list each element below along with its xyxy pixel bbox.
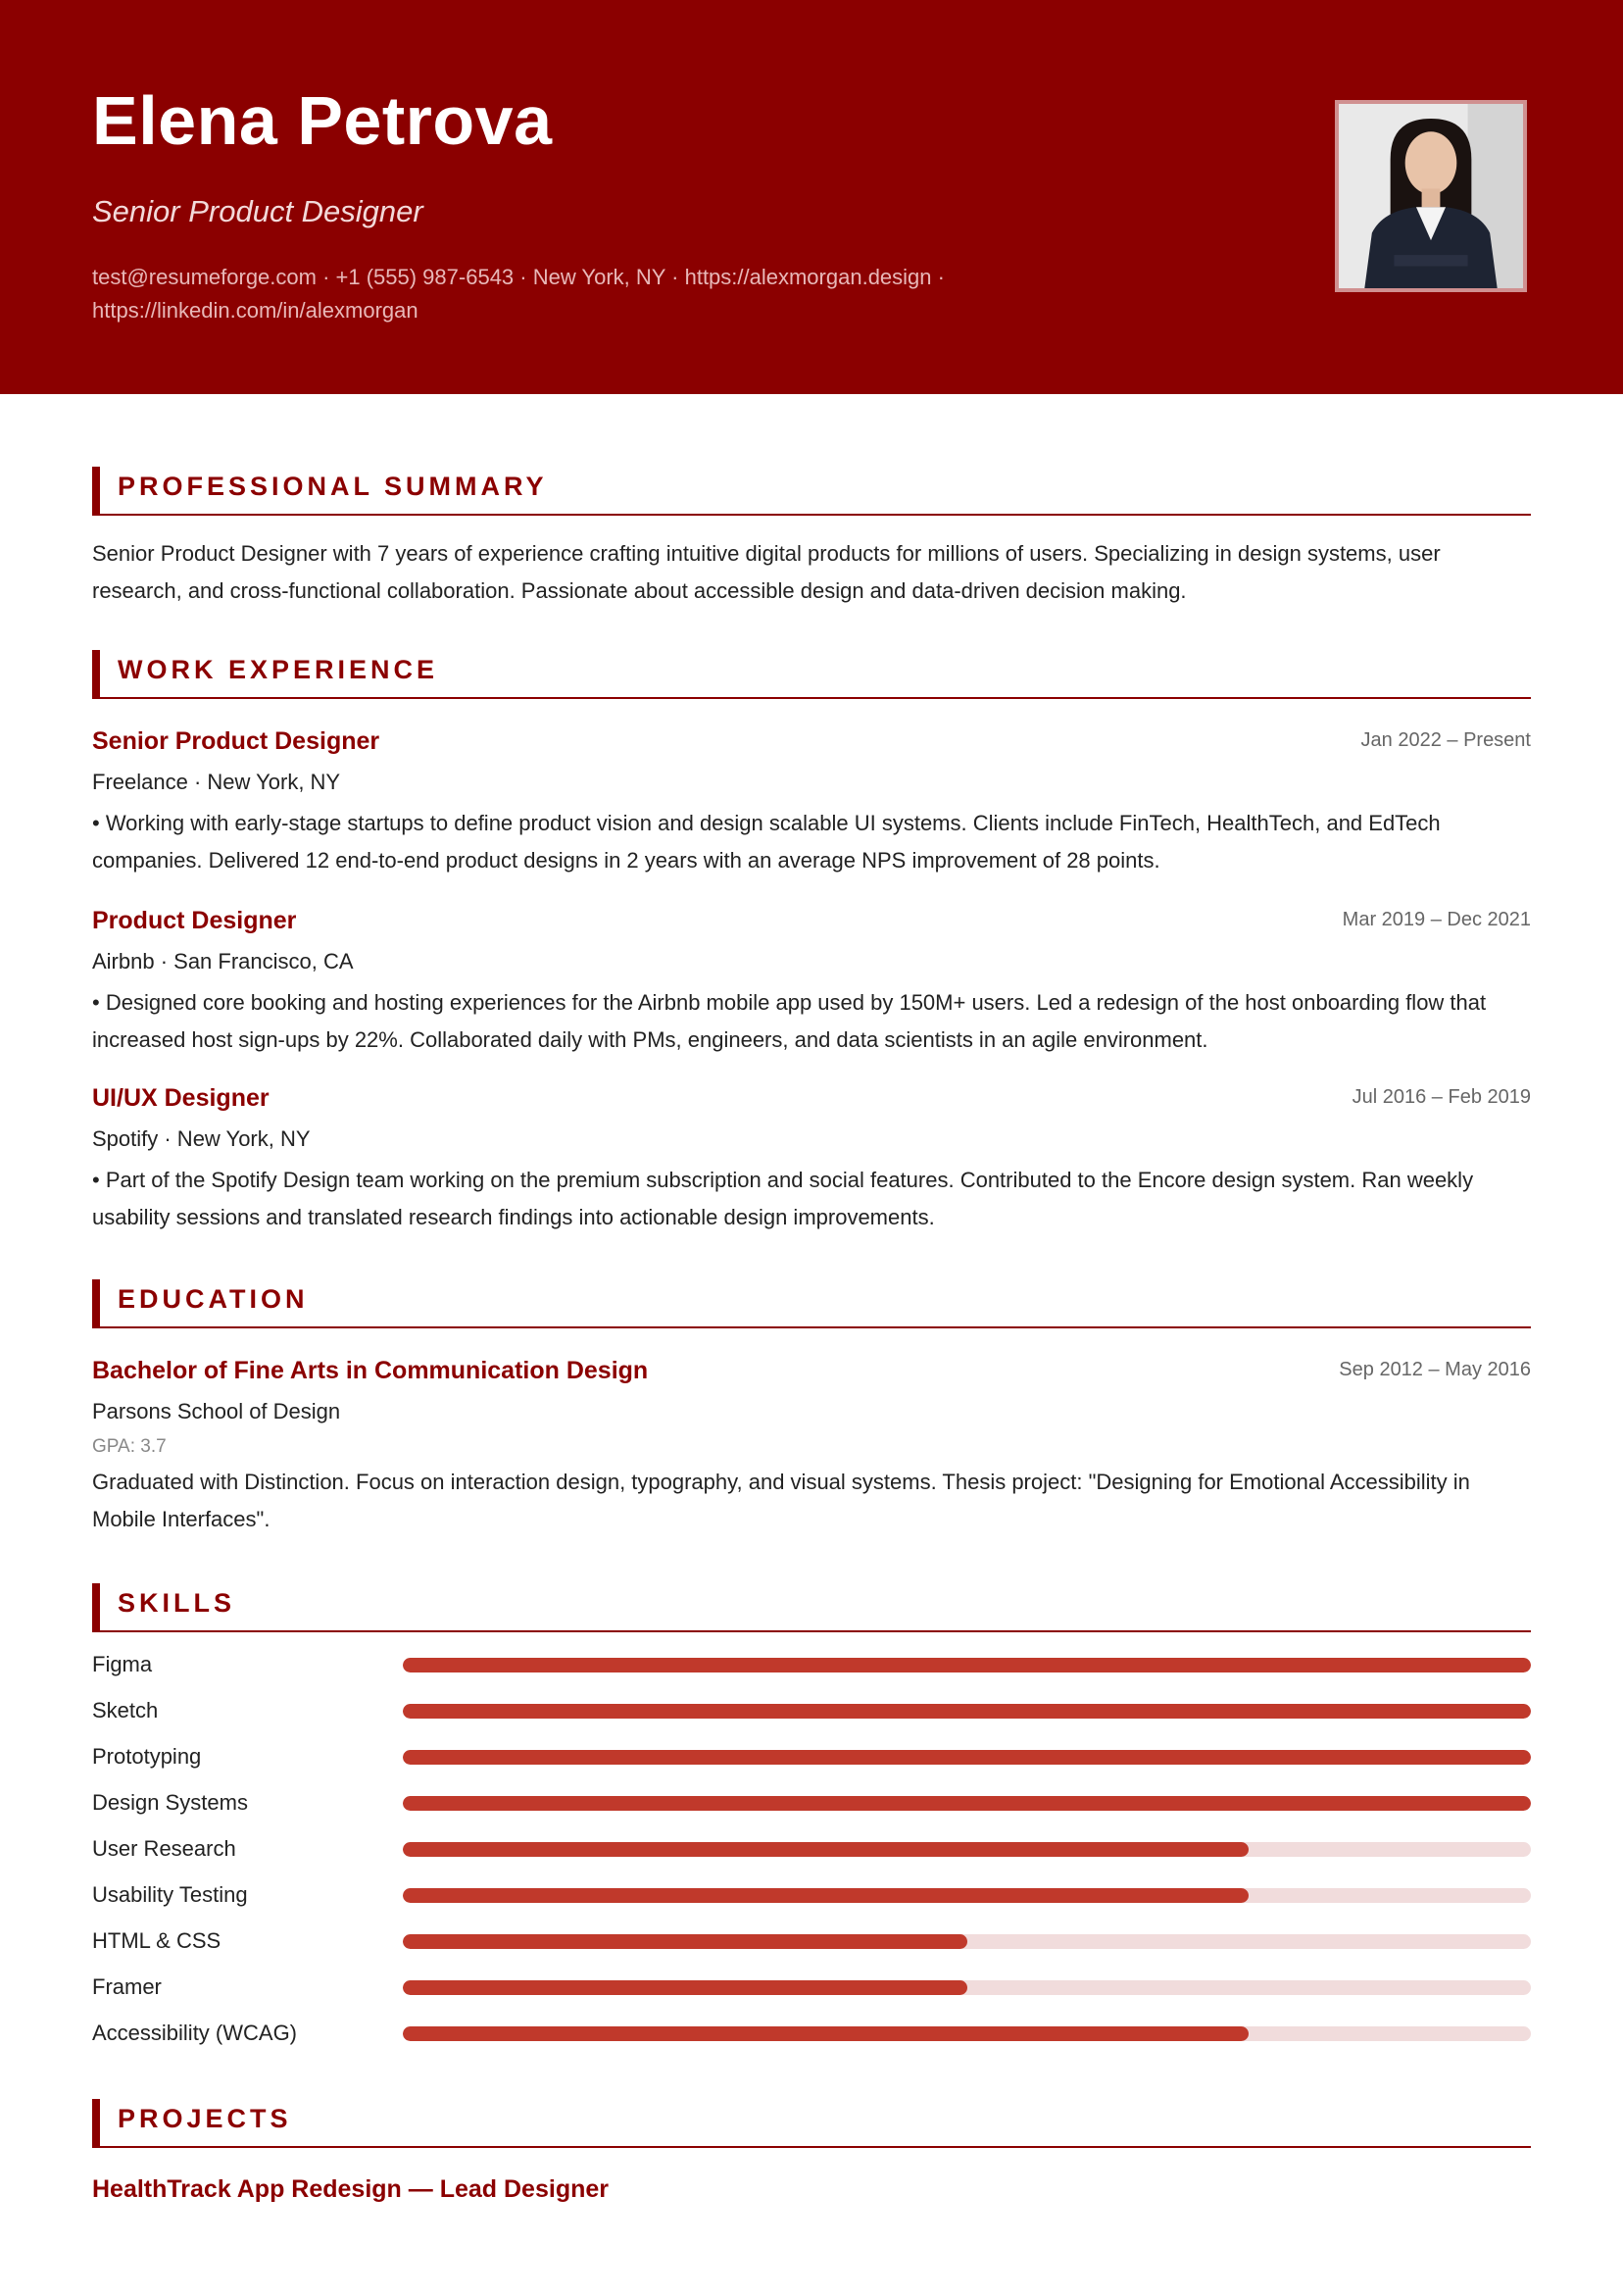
section-heading-label: PROFESSIONAL SUMMARY	[118, 472, 548, 501]
skill-level-bar	[403, 1658, 1531, 1672]
project-entry	[92, 2174, 1531, 2204]
job-entry	[92, 726, 1531, 879]
skills-list	[92, 1644, 1531, 2059]
skill-row	[92, 1736, 1531, 1782]
summary-text: Senior Product Designer with 7 years of experience crafting intuitive digital products for millions of users. Specializing in design systems, user research, and cross-functional collaboration. Passionate about accessible design and data-driven decision making.	[92, 541, 1441, 603]
job-entry	[92, 906, 1531, 1059]
gpa: GPA: 3.7	[92, 1436, 167, 1457]
skill-level-fill	[403, 1658, 1531, 1672]
job-title: Senior Product Designer	[92, 727, 380, 755]
section-heading-label: WORK EXPERIENCE	[118, 655, 439, 684]
skill-level-fill	[403, 1796, 1531, 1811]
skill-row	[92, 1644, 1531, 1690]
skill-level-bar	[403, 2026, 1531, 2041]
section-heading-experience	[92, 650, 1531, 699]
skill-name: HTML & CSS	[92, 1928, 221, 1953]
skill-row	[92, 1828, 1531, 1874]
skill-row	[92, 2013, 1531, 2059]
job-entry	[92, 1083, 1531, 1236]
candidate-title: Senior Product Designer	[92, 194, 423, 228]
resume-header	[0, 0, 1623, 394]
skill-name: User Research	[92, 1836, 236, 1861]
skill-level-bar	[403, 1934, 1531, 1949]
section-heading-skills	[92, 1583, 1531, 1632]
section-heading-label: SKILLS	[118, 1588, 236, 1618]
job-description: • Designed core booking and hosting experiences for the Airbnb mobile app used by 150M+ users. Led a redesign of the host onboarding flow that increased host sign-ups by 22%. Collaborated daily with PMs, engineers, and data scientists in an agile environment.	[92, 990, 1487, 1052]
skill-level-bar	[403, 1750, 1531, 1765]
skill-level-fill	[403, 1842, 1249, 1857]
skill-name: Figma	[92, 1652, 153, 1676]
candidate-name: Elena Petrova	[92, 82, 553, 159]
skill-row	[92, 1690, 1531, 1736]
skill-level-bar	[403, 1842, 1531, 1857]
education-date: Sep 2012 – May 2016	[1339, 1359, 1531, 1380]
skill-row	[92, 1967, 1531, 2013]
education-entry	[92, 1356, 1531, 1538]
section-heading-label: EDUCATION	[118, 1284, 309, 1314]
skill-row	[92, 1921, 1531, 1967]
section-heading-education	[92, 1279, 1531, 1328]
section-heading-summary	[92, 467, 1531, 516]
skill-level-bar	[403, 1980, 1531, 1995]
contact-info: test@resumeforge.com · +1 (555) 987-6543 · New York, NY · https://alexmorgan.design · https://linkedin.com/in/alexmorgan	[92, 265, 945, 323]
job-date: Mar 2019 – Dec 2021	[1342, 909, 1531, 930]
job-company: Freelance · New York, NY	[92, 770, 341, 794]
job-title: UI/UX Designer	[92, 1084, 270, 1112]
job-title: Product Designer	[92, 907, 297, 934]
skill-level-fill	[403, 1888, 1249, 1903]
education-description: Graduated with Distinction. Focus on interaction design, typography, and visual systems. Thesis project: "Designing for Emotional Accessibility in Mobile Interfaces".	[92, 1470, 1470, 1531]
skill-name: Accessibility (WCAG)	[92, 2021, 298, 2045]
skill-level-fill	[403, 2026, 1249, 2041]
job-date: Jan 2022 – Present	[1360, 729, 1531, 751]
job-company: Airbnb · San Francisco, CA	[92, 949, 354, 973]
skill-level-fill	[403, 1980, 967, 1995]
section-heading-projects	[92, 2099, 1531, 2148]
section-heading-label: PROJECTS	[118, 2104, 292, 2133]
skill-name: Framer	[92, 1974, 162, 1999]
project-title: HealthTrack App Redesign — Lead Designer	[92, 2175, 609, 2203]
job-company: Spotify · New York, NY	[92, 1126, 311, 1151]
degree-title: Bachelor of Fine Arts in Communication Design	[92, 1357, 649, 1384]
skill-level-bar	[403, 1704, 1531, 1719]
skill-row	[92, 1874, 1531, 1921]
job-description: • Part of the Spotify Design team working on the premium subscription and social features. Contributed to the Encore design system. Ran weekly usability sessions and translated research findings into actionable design improvements.	[92, 1168, 1474, 1229]
profile-photo-image	[1339, 104, 1523, 288]
skill-name: Usability Testing	[92, 1882, 248, 1907]
job-date: Jul 2016 – Feb 2019	[1352, 1086, 1531, 1108]
profile-photo	[1335, 100, 1527, 292]
job-description: • Working with early-stage startups to define product vision and design scalable UI systems. Clients include FinTech, HealthTech, and EdTech companies. Delivered 12 end-to-end product designs in 2 years with an average NPS improvement of 28 points.	[92, 811, 1441, 873]
skill-name: Sketch	[92, 1698, 159, 1722]
skill-name: Design Systems	[92, 1790, 248, 1815]
skill-level-fill	[403, 1750, 1531, 1765]
resume-body	[92, 394, 1531, 2204]
skill-name: Prototyping	[92, 1744, 202, 1769]
skill-level-fill	[403, 1704, 1531, 1719]
skill-level-bar	[403, 1888, 1531, 1903]
skill-level-fill	[403, 1934, 967, 1949]
skill-level-bar	[403, 1796, 1531, 1811]
school-name: Parsons School of Design	[92, 1399, 341, 1423]
skill-row	[92, 1782, 1531, 1828]
